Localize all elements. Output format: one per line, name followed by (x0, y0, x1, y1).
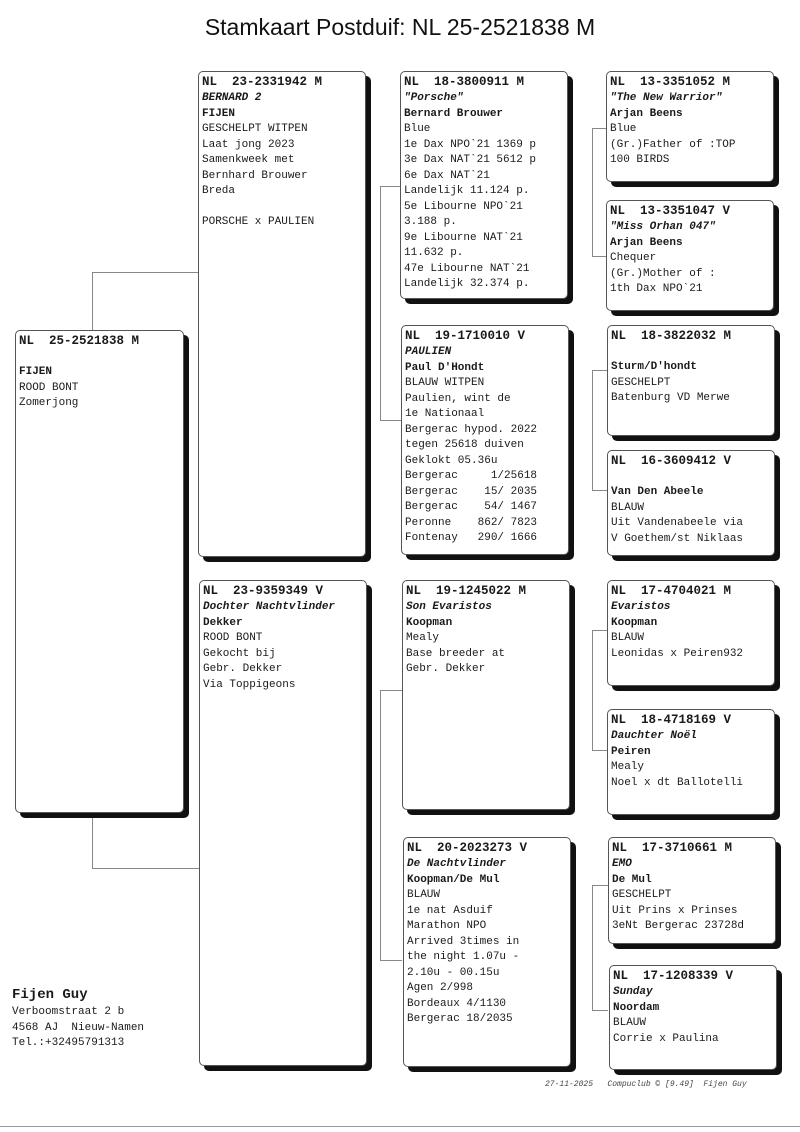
info-line: Fontenay 290/ 1666 (405, 532, 538, 544)
pigeon-name: BERNARD 2 (202, 92, 262, 104)
pigeon-name: Evaristos (611, 601, 671, 613)
info-line: ROOD BONT (19, 381, 79, 394)
owner-name: Fijen Guy (12, 987, 88, 1003)
pigeon-card-dam-dam[interactable] (403, 837, 571, 1067)
connector (92, 272, 202, 273)
info-line: Bergerac hypod. 2022 (405, 423, 538, 436)
info-line: Bergerac 15/ 2035 (405, 485, 538, 498)
info-line: Gebr. Dekker (406, 663, 486, 675)
pigeon-card-subject[interactable] (15, 330, 184, 813)
connector (380, 960, 402, 961)
ring-number: NL 18-3800911 M (404, 75, 525, 89)
info-line: Samenkweek met (202, 154, 295, 166)
breeder-name: FIJEN (202, 107, 236, 120)
ring-number: NL 13-3351052 M (610, 75, 731, 89)
connector (592, 370, 593, 490)
owner-block (12, 985, 144, 1052)
info-line: 2.10u - 00.15u (407, 966, 500, 979)
connector (380, 690, 381, 960)
info-line: 47e Libourne NAT`21 (404, 262, 530, 275)
connector (92, 812, 93, 868)
connector (592, 490, 608, 491)
connector (592, 885, 608, 886)
footer-credit: 27-11-2025 Compuclub © [9.49] Fijen Guy (545, 1080, 747, 1089)
info-line: Bergerac 18/2035 (407, 1013, 513, 1025)
divider (0, 1126, 800, 1127)
pigeon-card-sire-sire-sire[interactable] (606, 71, 774, 182)
breeder-name: Bernard Brouwer (404, 107, 504, 120)
info-line: Via Toppigeons (203, 678, 296, 691)
info-line: 9e Libourne NAT`21 (404, 231, 523, 244)
info-line (202, 200, 362, 216)
breeder-name: Van Den Abeele (611, 486, 704, 498)
info-line: 100 BIRDS (610, 154, 670, 166)
ring-number: NL 23-9359349 V (203, 584, 324, 598)
pigeon-card-sire-sire-dam[interactable] (606, 200, 774, 311)
info-line: GESCHELPT (612, 889, 672, 901)
pigeon-card-sire-dam[interactable] (401, 325, 569, 555)
ring-number: NL 19-1245022 M (406, 584, 527, 598)
pigeon-card-sire-dam-dam[interactable] (607, 450, 775, 556)
ring-number: NL 17-4704021 M (611, 584, 732, 598)
pigeon-name: "Miss Orhan 047" (610, 221, 716, 233)
info-line: BLAUW (611, 632, 645, 644)
pigeon-name: De Nachtvlinder (407, 858, 507, 870)
connector (592, 885, 593, 1010)
pigeon-name: Dauchter Noël (611, 730, 697, 742)
connector (592, 1010, 608, 1011)
info-line: 1e Nationaal (405, 408, 485, 420)
connector (380, 690, 402, 691)
info-line: Landelijk 11.124 p. (404, 185, 530, 197)
info-line: Agen 2/998 (407, 982, 474, 994)
pigeon-name: Dochter Nachtvlinder (203, 601, 336, 613)
info-line: Blue (610, 123, 637, 135)
connector (592, 128, 593, 256)
connector (380, 186, 381, 420)
connector (592, 750, 608, 751)
breeder-name: Arjan Beens (610, 236, 683, 249)
connector (380, 186, 402, 187)
info-line: BLAUW (407, 889, 441, 901)
info-line: (Gr.)Mother of : (610, 267, 716, 280)
info-line: Noel x dt Ballotelli (611, 776, 744, 789)
connector (92, 272, 93, 332)
ring-number: NL 13-3351047 V (610, 204, 731, 218)
info-line: Mealy (406, 632, 440, 644)
pigeon-name: Sunday (613, 986, 653, 998)
info-line: Uit Prins x Prinses (612, 904, 738, 917)
ring-number: NL 16-3609412 V (611, 454, 732, 468)
breeder-name: Koopman/De Mul (407, 873, 500, 886)
breeder-name: Dekker (203, 616, 243, 629)
pigeon-card-dam-sire-dam[interactable] (607, 709, 775, 815)
info-line: 1th Dax NPO`21 (610, 283, 703, 295)
pigeon-card-dam-dam-sire[interactable] (608, 837, 776, 944)
connector (592, 630, 608, 631)
breeder-name: Koopman (611, 616, 658, 629)
info-line: Uit Vandenabeele via (611, 517, 744, 529)
info-line: Landelijk 32.374 p. (404, 278, 530, 290)
connector (380, 420, 402, 421)
info-line: PORSCHE x PAULIEN (202, 216, 315, 228)
pigeon-name: "Porsche" (404, 92, 464, 104)
pigeon-name: PAULIEN (405, 346, 452, 358)
info-line: BLAUW (613, 1017, 647, 1029)
info-line: Leonidas x Peiren932 (611, 647, 744, 660)
page-title: Stamkaart Postduif: NL 25-2521838 M (204, 14, 596, 40)
ring-number: NL 18-3822032 M (611, 329, 732, 343)
ring-number: NL 17-1208339 V (613, 969, 734, 983)
info-line: BLAUW WITPEN (405, 377, 485, 389)
info-line: Geklokt 05.36u (405, 454, 498, 467)
info-line: Blue (404, 123, 431, 135)
info-line: V Goethem/st Niklaas (611, 532, 744, 545)
breeder-name: De Mul (612, 873, 652, 886)
info-line: the night 1.07u - (407, 951, 520, 963)
pigeon-name: Son Evaristos (406, 601, 492, 613)
info-line: Zomerjong (19, 397, 79, 409)
pigeon-card-dam[interactable] (199, 580, 367, 1066)
breeder-name: FIJEN (19, 366, 53, 378)
breeder-name: Sturm/D'hondt (611, 361, 697, 373)
pigeon-name: EMO (612, 858, 632, 870)
info-line: Peronne 862/ 7823 (405, 516, 538, 529)
info-line: Laat jong 2023 (202, 138, 295, 151)
pigeon-name (611, 470, 771, 485)
info-line: 3eNt Bergerac 23728d (612, 920, 745, 932)
breeder-name: Arjan Beens (610, 107, 683, 120)
info-line: Chequer (610, 252, 657, 264)
info-line: 1e nat Asduif (407, 904, 493, 917)
info-line: Gebr. Dekker (203, 663, 283, 675)
pigeon-card-sire-sire[interactable] (400, 71, 568, 299)
connector (92, 868, 202, 869)
pigeon-name (19, 350, 180, 365)
info-line: Bordeaux 4/1130 (407, 997, 507, 1010)
info-line: GESCHELPT WITPEN (202, 123, 308, 135)
ring-number: NL 20-2023273 V (407, 841, 528, 855)
pigeon-card-dam-sire[interactable] (402, 580, 570, 810)
info-line: Corrie x Paulina (613, 1032, 719, 1045)
info-line: Breda (202, 185, 236, 197)
info-line: 5e Libourne NPO`21 (404, 200, 523, 213)
info-line: 1e Dax NPO`21 1369 p (404, 138, 537, 151)
info-line: (Gr.)Father of :TOP (610, 138, 736, 151)
connector (592, 370, 608, 371)
breeder-name: Koopman (406, 616, 453, 629)
pigeon-card-sire-dam-sire[interactable] (607, 325, 775, 436)
pigeon-card-dam-sire-sire[interactable] (607, 580, 775, 686)
info-line: 6e Dax NAT`21 (404, 169, 490, 182)
info-line: Batenburg VD Merwe (611, 392, 730, 404)
breeder-name: Peiren (611, 745, 651, 758)
pigeon-card-dam-dam-dam[interactable] (609, 965, 777, 1070)
ring-number: NL 23-2331942 M (202, 75, 323, 89)
info-line: tegen 25618 duiven (405, 439, 524, 451)
ring-number: NL 18-4718169 V (611, 713, 732, 727)
owner-address: Verboomstraat 2 b (12, 1006, 125, 1018)
connector (592, 630, 593, 750)
ring-number: NL 19-1710010 V (405, 329, 526, 343)
info-line: Base breeder at (406, 647, 506, 660)
owner-city: 4568 AJ Nieuw-Namen (12, 1021, 145, 1034)
breeder-name: Paul D'Hondt (405, 361, 485, 374)
info-line: Paulien, wint de (405, 392, 511, 405)
owner-phone: Tel.:+32495791313 (12, 1037, 125, 1049)
ring-number: NL 17-3710661 M (612, 841, 733, 855)
info-line: 3e Dax NAT`21 5612 p (404, 154, 537, 166)
info-line: Gekocht bij (203, 647, 276, 660)
info-line: ROOD BONT (203, 632, 263, 644)
ring-number: NL 25-2521838 M (19, 334, 140, 348)
pigeon-name (611, 345, 771, 360)
info-line: Bernhard Brouwer (202, 169, 308, 182)
info-line: Mealy (611, 761, 645, 773)
info-line: GESCHELPT (611, 376, 671, 389)
info-line: Bergerac 1/25618 (405, 470, 538, 482)
info-line: Bergerac 54/ 1467 (405, 501, 538, 513)
info-line: 11.632 p. (404, 247, 464, 259)
pigeon-name: "The New Warrior" (610, 92, 723, 104)
breeder-name: Noordam (613, 1001, 660, 1014)
info-line: 3.188 p. (404, 216, 457, 228)
pigeon-card-sire[interactable] (198, 71, 366, 557)
info-line: Marathon NPO (407, 920, 487, 932)
info-line: Arrived 3times in (407, 935, 520, 948)
info-line: BLAUW (611, 501, 645, 514)
